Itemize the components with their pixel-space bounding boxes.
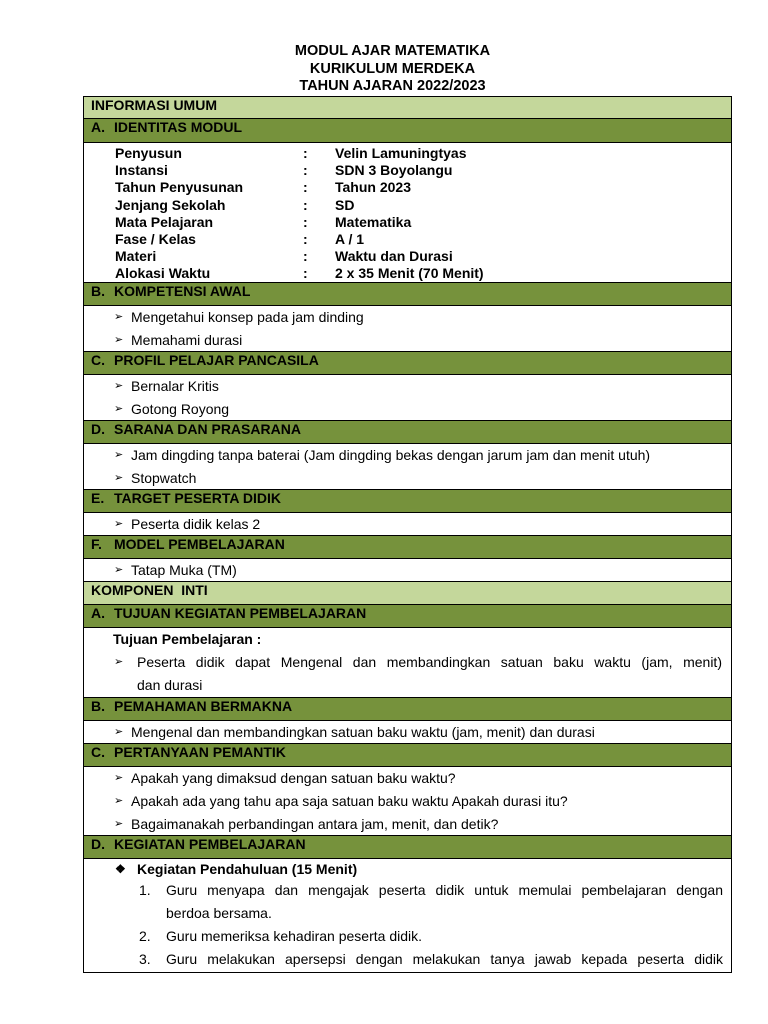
list-item-text: Bagaimanakah perbandingan antara jam, menit, dan detik? [131, 816, 499, 832]
identity-value: 2 x 35 Menit (70 Menit) [335, 265, 484, 282]
section-title: TARGET PESERTA DIDIK [114, 490, 281, 506]
arrow-bullet-icon: ➢ [114, 449, 124, 461]
identity-colon: : [303, 213, 308, 230]
section-letter: A. [91, 119, 105, 135]
identity-row [84, 214, 731, 231]
list-item-text: Bernalar Kritis [131, 378, 219, 394]
section-title: MODEL PEMBELAJARAN [114, 536, 285, 552]
item-text-line1: Guru menyapa dan mengajak peserta didik untuk memulai pembelajaran dengan [166, 882, 723, 898]
identity-value: Tahun 2023 [335, 179, 411, 196]
list-item-text: Memahami durasi [131, 332, 243, 348]
item-number: 2. [139, 928, 151, 944]
section-letter: C. [91, 352, 105, 368]
list-item-text: Peserta didik kelas 2 [131, 516, 261, 532]
target-box [84, 513, 731, 536]
section-title: PERTANYAAN PEMANTIK [114, 744, 286, 760]
title-line: TAHUN AJARAN 2022/2023 [299, 78, 486, 94]
section-letter: C. [91, 744, 105, 760]
identity-value: SDN 3 Boyolangu [335, 162, 453, 179]
list-item-text: Mengenal dan membandingkan satuan baku waktu (jam, menit) dan durasi [131, 724, 595, 740]
identity-value: SD [335, 196, 355, 213]
section-letter: A. [91, 605, 105, 621]
item-number: 3. [139, 951, 151, 967]
kegiatan-box [84, 859, 731, 973]
pertanyaan-box [84, 767, 731, 836]
identity-value: Waktu dan Durasi [335, 248, 453, 265]
arrow-bullet-icon: ➢ [114, 380, 124, 392]
identity-colon: : [303, 265, 308, 282]
section-title: KEGIATAN PEMBELAJARAN [114, 836, 306, 852]
arrow-bullet-icon: ➢ [114, 818, 124, 830]
list-item [84, 767, 731, 790]
arrow-bullet-icon: ➢ [114, 656, 124, 668]
identity-colon: : [303, 179, 308, 196]
identity-row [84, 231, 731, 248]
tujuan-box [84, 628, 731, 698]
arrow-bullet-icon: ➢ [114, 472, 124, 484]
section-header-tujuan-kegiatan [84, 605, 731, 628]
list-item-text: Apakah ada yang tahu apa saja satuan baku waktu Apakah durasi itu? [131, 793, 568, 809]
profil-box [84, 375, 731, 421]
module-table [83, 96, 732, 973]
identity-colon: : [303, 145, 308, 161]
numbered-item [84, 879, 731, 925]
section-header-pertanyaan-pemantik [84, 744, 731, 767]
identity-row [84, 145, 731, 162]
section-header-informasi-umum: INFORMASI UMUM [84, 97, 731, 119]
sarana-box [84, 444, 731, 490]
section-letter: B. [91, 698, 105, 714]
identity-value: Velin Lamuningtyas [335, 145, 467, 161]
title-line: KURIKULUM MERDEKA [309, 60, 476, 77]
model-box [84, 559, 731, 582]
identity-row [84, 197, 731, 214]
list-item [84, 375, 731, 398]
section-title: TUJUAN KEGIATAN PEMBELAJARAN [114, 605, 367, 621]
item-text-line1: Guru melakukan apersepsi dengan melakukan tanya jawab kepada peserta didik [166, 951, 723, 967]
section-title: PROFIL PELAJAR PANCASILA [114, 352, 319, 368]
section-header-pemahaman-bermakna [84, 698, 731, 721]
identity-row [84, 179, 731, 196]
section-title: SARANA DAN PRASARANA [114, 421, 301, 437]
identity-key: Materi [115, 248, 157, 265]
section-header-profil-pelajar [84, 352, 731, 375]
arrow-bullet-icon: ➢ [114, 564, 124, 576]
section-letter: F. [91, 536, 102, 552]
section-letter: B. [91, 283, 105, 299]
identity-value: Matematika [335, 213, 412, 230]
section-title: IDENTITAS MODUL [114, 119, 243, 135]
list-item-text: Apakah yang dimaksud dengan satuan baku waktu? [131, 770, 456, 786]
section-letter: D. [91, 836, 105, 852]
list-item [84, 467, 731, 490]
identity-row [84, 162, 731, 179]
arrow-bullet-icon: ➢ [114, 795, 124, 807]
identity-value: A / 1 [335, 230, 365, 247]
item-text-line1: Guru memeriksa kehadiran peserta didik. [166, 928, 423, 944]
tujuan-text-line2: dan durasi [137, 677, 203, 693]
kompetensi-box [84, 306, 731, 352]
identity-key: Mata Pelajaran [115, 213, 214, 230]
list-item [84, 444, 731, 467]
numbered-item [84, 948, 731, 971]
arrow-bullet-icon: ➢ [114, 311, 124, 323]
identity-colon: : [303, 230, 308, 247]
identity-colon: : [303, 248, 308, 265]
kegiatan-pendahuluan-title: Kegiatan Pendahuluan (15 Menit) [137, 861, 358, 877]
item-text-line2: berdoa bersama. [166, 905, 272, 921]
identity-row [84, 265, 731, 282]
identity-key: Fase / Kelas [115, 230, 196, 247]
arrow-bullet-icon: ➢ [114, 403, 124, 415]
identitas-box [84, 143, 731, 283]
pemahaman-box [84, 721, 731, 744]
section-header-identitas-modul [84, 119, 731, 143]
arrow-bullet-icon: ➢ [114, 334, 124, 346]
list-item-text: Jam dingding tanpa baterai (Jam dingding bekas dengan jarum jam dan menit utuh) [131, 447, 651, 463]
section-header-kompetensi-awal [84, 283, 731, 306]
tujuan-item [84, 651, 731, 697]
list-item-text: Tatap Muka (TM) [131, 562, 237, 578]
list-item [84, 398, 731, 421]
section-header-model-pembelajaran [84, 536, 731, 559]
section-header-kegiatan-pembelajaran [84, 836, 731, 859]
kegiatan-pendahuluan [84, 859, 731, 879]
section-title: KOMPETENSI AWAL [114, 283, 251, 299]
identity-key: Penyusun [115, 145, 182, 161]
list-item [84, 813, 731, 836]
identity-key: Jenjang Sekolah [115, 196, 226, 213]
list-item [84, 513, 731, 536]
identity-colon: : [303, 196, 308, 213]
section-header-komponen-inti: KOMPONEN INTI [84, 582, 731, 605]
identity-key: Tahun Penyusunan [115, 179, 244, 196]
arrow-bullet-icon: ➢ [114, 726, 124, 738]
identity-row [84, 248, 731, 265]
section-header-target-peserta [84, 490, 731, 513]
identity-key: Alokasi Waktu [115, 265, 211, 282]
document-title [0, 43, 768, 96]
arrow-bullet-icon: ➢ [114, 518, 124, 530]
section-letter: E. [91, 490, 105, 506]
identity-key: Instansi [115, 162, 168, 179]
list-item [84, 721, 731, 744]
list-item-text: Mengetahui konsep pada jam dinding [131, 309, 364, 325]
section-header-sarana-prasarana [84, 421, 731, 444]
section-title: PEMAHAMAN BERMAKNA [114, 698, 293, 714]
title-line: MODUL AJAR MATEMATIKA [294, 43, 491, 59]
section-letter: D. [91, 421, 105, 437]
list-item-text: Gotong Royong [131, 401, 230, 417]
identity-colon: : [303, 162, 308, 179]
diamond-bullet-icon: ❖ [115, 862, 126, 876]
list-item [84, 559, 731, 582]
tujuan-subtitle: Tujuan Pembelajaran : [113, 631, 262, 647]
list-item [84, 790, 731, 813]
numbered-item [84, 925, 731, 948]
tujuan-text-line1: Peserta didik dapat Mengenal dan membandingkan satuan baku waktu (jam, menit) [137, 654, 722, 670]
list-item-text: Stopwatch [131, 470, 197, 486]
arrow-bullet-icon: ➢ [114, 772, 124, 784]
item-number: 1. [139, 882, 151, 898]
list-item [84, 329, 731, 352]
list-item [84, 306, 731, 329]
